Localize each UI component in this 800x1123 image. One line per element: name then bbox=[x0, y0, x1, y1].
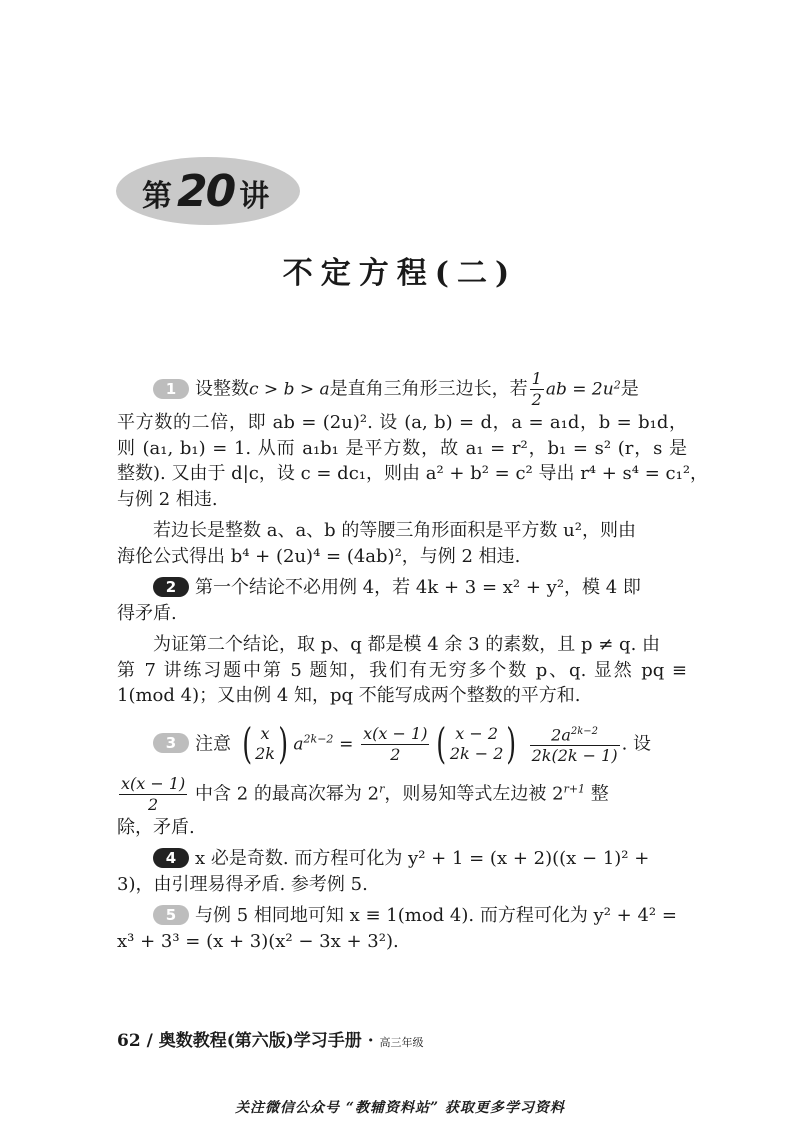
frac-num: 2a bbox=[551, 725, 571, 745]
solution-2-badge: 2 bbox=[153, 577, 189, 597]
text: ，则易知等式左边被 2 bbox=[384, 783, 564, 805]
lecture-number: 20 bbox=[177, 166, 235, 217]
frac-den: 2 bbox=[390, 744, 401, 764]
lecture-prefix: 第 bbox=[142, 179, 172, 214]
sol4-line2: 3)，由引理易得矛盾. 参考例 5. bbox=[117, 873, 368, 895]
sol2-line4: 第 7 讲练习题中第 5 题知，我们有无穷多个数 p、q. 显然 pq ≡ bbox=[117, 659, 687, 681]
sup: 2k−2 bbox=[570, 725, 599, 737]
sup: 2k−2 bbox=[303, 732, 334, 746]
text: 第一个结论不必用例 4，若 4k + 3 = x² + y²，模 4 即 bbox=[195, 577, 641, 598]
fraction-half bbox=[530, 369, 544, 410]
equals: = bbox=[339, 734, 354, 755]
page-footer bbox=[117, 1026, 424, 1051]
math: c > b > a bbox=[249, 379, 330, 400]
text: x 必是奇数. 而方程可化为 y² + 1 = (x + 2)((x − 1)² + bbox=[195, 848, 650, 869]
footer-grade: 高三年级 bbox=[379, 1036, 424, 1049]
text: 注意 bbox=[195, 733, 231, 755]
lecture-suffix: 讲 bbox=[239, 179, 270, 214]
sup: r bbox=[379, 782, 385, 796]
sup: r+1 bbox=[563, 782, 586, 796]
solution-4-badge: 4 bbox=[153, 848, 189, 868]
sol2-line1 bbox=[117, 575, 687, 601]
frac-num: x(x − 1) bbox=[363, 723, 428, 743]
frac-den: 2k(2k − 1) bbox=[531, 746, 618, 766]
math: ab = 2u bbox=[545, 379, 614, 400]
frac-num: 1 bbox=[531, 369, 542, 389]
binom-top: x bbox=[260, 724, 270, 744]
fraction-2 bbox=[530, 722, 620, 766]
binom-bot: 2k − 2 bbox=[449, 744, 504, 764]
text: . 设 bbox=[621, 733, 652, 755]
binomial-1: ( x 2k ) bbox=[242, 719, 289, 769]
solution-5-badge: 5 bbox=[153, 905, 189, 925]
text: 整 bbox=[590, 783, 609, 805]
sol1-line3: 则 (a₁, b₁) = 1. 从而 a₁b₁ 是平方数，故 a₁ = r²，b₁ = s² (r，s 是 bbox=[117, 437, 687, 459]
text: 中含 2 的最高次幂为 2 bbox=[195, 783, 380, 805]
text: 设整数 bbox=[195, 378, 249, 400]
watermark: 关注微信公众号 “教辅资料站” 获取更多学习资料 bbox=[235, 1100, 565, 1116]
solutions-body bbox=[117, 360, 709, 954]
sol4-line1 bbox=[117, 846, 687, 872]
footer-text: 62 / 奥数教程(第六版)学习手册 · bbox=[117, 1031, 380, 1051]
solution-3-badge: 3 bbox=[153, 733, 189, 753]
math: a bbox=[293, 734, 304, 755]
binom-top: x − 2 bbox=[455, 724, 499, 744]
lecture-heading bbox=[142, 166, 269, 216]
frac-num: x(x − 1) bbox=[121, 773, 186, 793]
solution-1-badge: 1 bbox=[153, 379, 189, 399]
fraction-3 bbox=[119, 774, 187, 815]
sol1-line1 bbox=[117, 360, 687, 410]
sol1-line4: 整数). 又由于 d|c，设 c = dc₁，则由 a² + b² = c² 导出 r⁴ + s⁴ = c₁²， bbox=[117, 463, 709, 484]
sol3-line1 bbox=[117, 715, 687, 769]
sol3-line2 bbox=[117, 765, 687, 815]
sol5-line2: x³ + 3³ = (x + 3)(x² − 3x + 3²). bbox=[117, 930, 399, 952]
text: 是 bbox=[620, 378, 639, 400]
sol1-line7: 海伦公式得出 b⁴ + (2u)⁴ = (4ab)²，与例 2 相违. bbox=[117, 545, 521, 567]
frac-den: 2 bbox=[148, 794, 159, 814]
text: 与例 5 相同地可知 x ≡ 1(mod 4). 而方程可化为 y² + 4² = bbox=[195, 905, 677, 926]
binomial-2: ( x − 2 2k − 2 ) bbox=[436, 719, 517, 769]
sol2-line3: 为证第二个结论，取 p、q 都是模 4 余 3 的素数，且 p ≠ q. 由 bbox=[153, 634, 661, 655]
sol1-line2: 平方数的二倍，即 ab = (2u)². 设 (a, b) = d，a = a₁d，b = b₁d， bbox=[117, 412, 687, 433]
binom-bot: 2k bbox=[255, 744, 275, 764]
sol2-line5: 1(mod 4)；又由例 4 知，pq 不能写成两个整数的平方和. bbox=[117, 685, 581, 706]
sol2-line2: 得矛盾. bbox=[117, 602, 177, 624]
page-title: 不定方程(二) bbox=[282, 256, 518, 291]
text: 是直角三角形三边长，若 bbox=[329, 378, 528, 400]
sup: 2 bbox=[613, 378, 621, 391]
sol3-line3: 除，矛盾. bbox=[117, 816, 195, 838]
frac-den: 2 bbox=[531, 390, 542, 410]
sol5-line1 bbox=[117, 903, 687, 929]
sol1-line6: 若边长是整数 a、a、b 的等腰三角形面积是平方数 u²，则由 bbox=[153, 520, 636, 541]
fraction-1 bbox=[361, 724, 429, 765]
sol1-line5: 与例 2 相违. bbox=[117, 488, 218, 510]
